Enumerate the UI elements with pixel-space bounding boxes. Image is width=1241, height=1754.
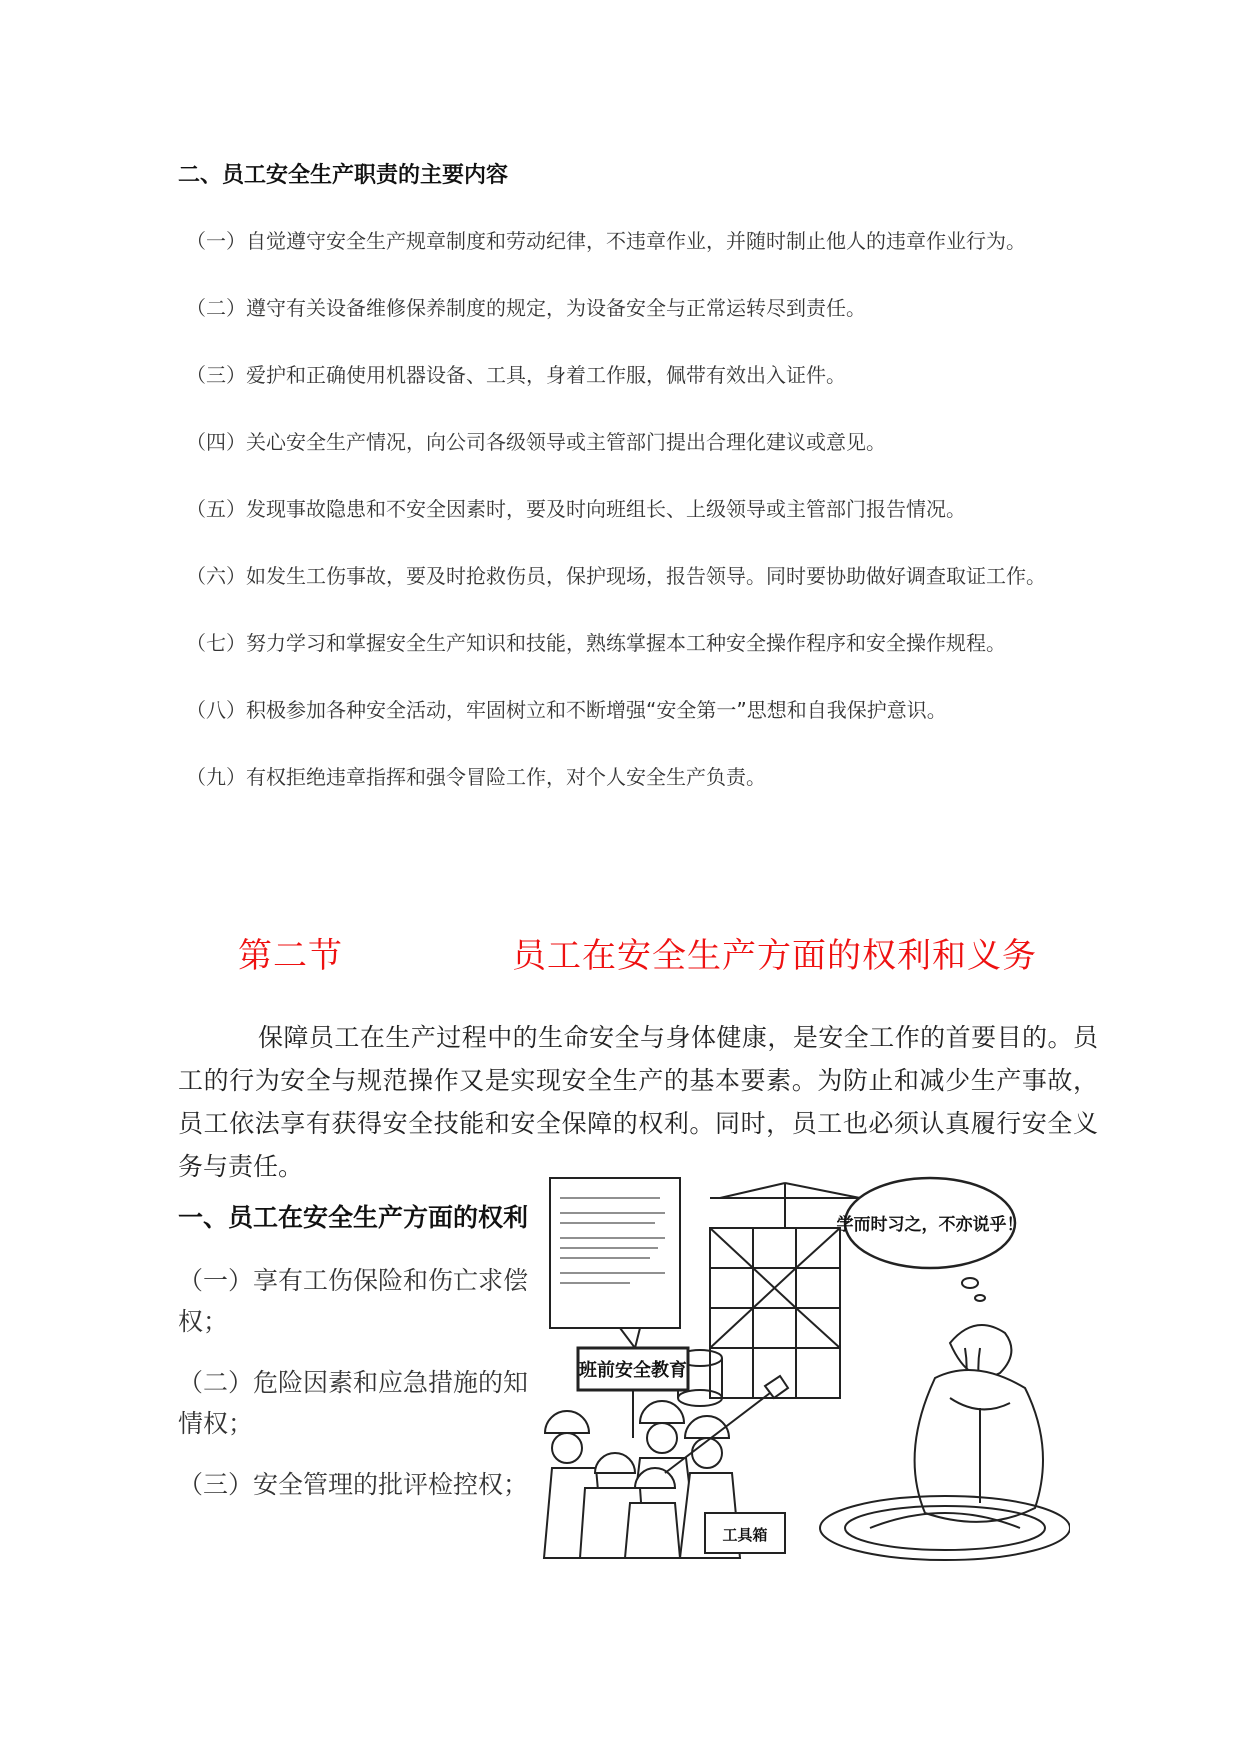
notice-board <box>550 1178 680 1328</box>
list-item: （一）自觉遵守安全生产规章制度和劳动纪律，不违章作业，并随时制止他人的违章作业行为。 <box>186 229 1026 253</box>
list-item: （七）努力学习和掌握安全生产知识和技能，熟练掌握本工种安全操作程序和安全操作规程。 <box>186 631 1006 655</box>
safety-education-illustration <box>540 1168 1070 1568</box>
intro-paragraph: 保障员工在生产过程中的生命安全与身体健康，是安全工作的首要目的。员工的行为安全与规范操作又是实现安全生产的基本要素。为防止和减少生产事故，员工依法享有获得安全技能和安全保障的权利。同时，员工也必须认真履行安全义务与责任。 <box>178 1023 1098 1181</box>
list-item: （一）享有工伤保险和伤亡求偿权； <box>178 1266 529 1336</box>
list-item: （四）关心安全生产情况，向公司各级领导或主管部门提出合理化建议或意见。 <box>186 430 886 454</box>
section-number: 第二节 <box>238 936 343 976</box>
rights-list <box>178 1260 533 1525</box>
list-item: （三）安全管理的批评检控权； <box>178 1470 529 1499</box>
rights-heading: 一、员工在安全生产方面的权利 <box>178 1203 529 1232</box>
duty-list <box>186 226 1186 829</box>
section-title: 员工在安全生产方面的权利和义务 <box>512 936 1037 976</box>
list-item: （八）积极参加各种安全活动，牢固树立和不断增强“安全第一”思想和自我保护意识。 <box>186 698 947 722</box>
section-heading: 二、员工安全生产职责的主要内容 <box>178 163 509 188</box>
list-item: （二）遵守有关设备维修保养制度的规定，为设备安全与正常运转尽到责任。 <box>186 296 866 320</box>
list-item: （六）如发生工伤事故，要及时抢救伤员，保护现场，报告领导。同时要协助做好调查取证工作。 <box>186 564 1046 588</box>
sign-text: 班前安全教育 <box>579 1360 687 1381</box>
list-item: （三）爱护和正确使用机器设备、工具，身着工作服，佩带有效出入证件。 <box>186 363 846 387</box>
toolbox-text: 工具箱 <box>722 1526 768 1544</box>
speech-text: 学而时习之，不亦说乎！ <box>836 1215 1024 1235</box>
list-item: （二）危险因素和应急措施的知情权； <box>178 1368 529 1438</box>
list-item: （九）有权拒绝违章指挥和强令冒险工作，对个人安全生产负责。 <box>186 765 766 789</box>
list-item: （五）发现事故隐患和不安全因素时，要及时向班组长、上级领导或主管部门报告情况。 <box>186 497 966 521</box>
